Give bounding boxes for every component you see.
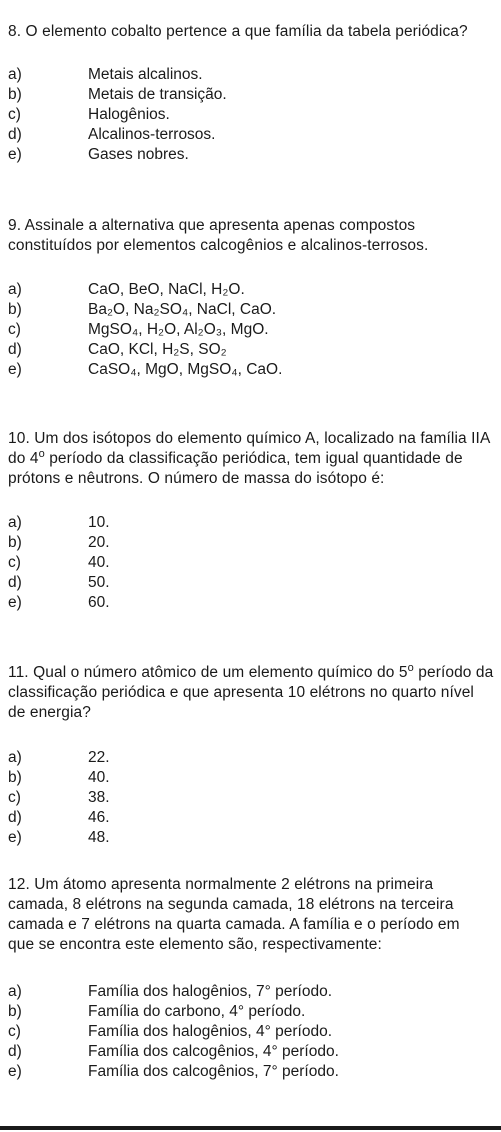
option-text: Ba₂O, Na₂SO₄, NaCl, CaO. xyxy=(88,301,277,318)
question-11 xyxy=(8,663,494,848)
option-letter: e) xyxy=(8,594,22,611)
option-letter: b) xyxy=(8,301,22,318)
option-text: Metais de transição. xyxy=(88,86,227,103)
question-9-options xyxy=(8,280,494,380)
option-text: 38. xyxy=(88,789,110,806)
question-10-stem xyxy=(8,429,494,489)
option-letter: c) xyxy=(8,554,21,571)
option-d[interactable] xyxy=(8,808,494,828)
option-text: CaSO₄, MgO, MgSO₄, CaO. xyxy=(88,361,283,378)
option-text: Alcalinos-terrosos. xyxy=(88,126,216,143)
option-b[interactable] xyxy=(8,300,494,320)
option-text: 40. xyxy=(88,554,110,571)
bottom-divider xyxy=(0,1126,501,1130)
option-letter: b) xyxy=(8,1003,22,1020)
option-e[interactable] xyxy=(8,828,494,848)
option-letter: c) xyxy=(8,1023,21,1040)
question-11-options xyxy=(8,748,494,848)
stem-text: 11. Qual o número atômico de um elemento químico do 5 xyxy=(8,664,408,681)
question-8-stem: 8. O elemento cobalto pertence a que família da tabela periódica? xyxy=(8,23,468,40)
question-8-options xyxy=(8,65,494,165)
option-text: MgSO₄, H₂O, Al₂O₃, MgO. xyxy=(88,321,269,338)
option-text: Metais alcalinos. xyxy=(88,66,203,83)
option-text: 48. xyxy=(88,829,110,846)
option-text: CaO, KCl, H₂S, SO₂ xyxy=(88,341,227,358)
question-8 xyxy=(8,22,494,165)
option-text: 50. xyxy=(88,574,110,591)
option-d[interactable] xyxy=(8,1042,494,1062)
option-letter: e) xyxy=(8,829,22,846)
option-e[interactable] xyxy=(8,360,494,380)
option-text: CaO, BeO, NaCl, H₂O. xyxy=(88,281,245,298)
option-letter: d) xyxy=(8,126,22,143)
option-text: Família do carbono, 4° período. xyxy=(88,1003,306,1020)
option-letter: d) xyxy=(8,809,22,826)
option-text: 22. xyxy=(88,749,110,766)
option-d[interactable] xyxy=(8,125,494,145)
ordinal-superscript: o xyxy=(38,447,45,460)
option-text: Família dos halogênios, 7° período. xyxy=(88,983,333,1000)
option-letter: a) xyxy=(8,749,22,766)
question-12-stem: 12. Um átomo apresenta normalmente 2 elétrons na primeira camada, 8 elétrons na segunda camada, 18 elétrons na terceira camada e 7 elétrons na quarta camada. A família e o período em que se encontra este elemento são, respectivamente: xyxy=(8,876,460,953)
option-letter: e) xyxy=(8,1063,22,1080)
option-text: Família dos calcogênios, 4° período. xyxy=(88,1043,339,1060)
question-10 xyxy=(8,429,494,613)
question-9-stem: 9. Assinale a alternativa que apresenta apenas compostos constituídos por elementos calcogênios e alcalinos-terrosos. xyxy=(8,217,429,254)
option-text: 10. xyxy=(88,514,110,531)
option-letter: a) xyxy=(8,514,22,531)
option-letter: d) xyxy=(8,574,22,591)
option-e[interactable] xyxy=(8,1062,494,1082)
option-text: 60. xyxy=(88,594,110,611)
option-letter: e) xyxy=(8,146,22,163)
option-c[interactable] xyxy=(8,788,494,808)
option-c[interactable] xyxy=(8,105,494,125)
option-text: Gases nobres. xyxy=(88,146,189,163)
option-b[interactable] xyxy=(8,1002,494,1022)
option-letter: d) xyxy=(8,341,22,358)
option-letter: a) xyxy=(8,983,22,1000)
option-letter: b) xyxy=(8,534,22,551)
option-letter: c) xyxy=(8,321,21,338)
option-letter: e) xyxy=(8,361,22,378)
option-a[interactable] xyxy=(8,982,494,1002)
option-a[interactable] xyxy=(8,65,494,85)
option-letter: b) xyxy=(8,86,22,103)
option-text: Família dos halogênios, 4° período. xyxy=(88,1023,333,1040)
option-c[interactable] xyxy=(8,553,494,573)
option-letter: a) xyxy=(8,281,22,298)
option-letter: c) xyxy=(8,106,21,123)
option-text: Halogênios. xyxy=(88,106,170,123)
question-12-options xyxy=(8,982,494,1082)
option-letter: d) xyxy=(8,1043,22,1060)
ordinal-superscript: o xyxy=(407,661,414,674)
option-letter: a) xyxy=(8,66,22,83)
option-text: Família dos calcogênios, 7° período. xyxy=(88,1063,339,1080)
question-10-options xyxy=(8,513,494,613)
option-text: 40. xyxy=(88,769,110,786)
option-d[interactable] xyxy=(8,573,494,593)
option-b[interactable] xyxy=(8,768,494,788)
option-b[interactable] xyxy=(8,85,494,105)
option-letter: b) xyxy=(8,769,22,786)
option-e[interactable] xyxy=(8,593,494,613)
question-11-stem xyxy=(8,663,494,723)
option-b[interactable] xyxy=(8,533,494,553)
question-9 xyxy=(8,216,494,380)
option-a[interactable] xyxy=(8,280,494,300)
stem-text: período da classificação periódica e que apresenta 10 elétrons no quarto nível de energia? xyxy=(8,664,494,721)
option-letter: c) xyxy=(8,789,21,806)
option-d[interactable] xyxy=(8,340,494,360)
option-a[interactable] xyxy=(8,513,494,533)
option-text: 46. xyxy=(88,809,110,826)
question-12 xyxy=(8,875,494,1082)
stem-text: 10. Um dos isótopos do elemento químico A, localizado na família IIA do 4 xyxy=(8,430,490,467)
option-c[interactable] xyxy=(8,320,494,340)
stem-text: período da classificação periódica, tem igual quantidade de prótons e nêutrons. O número de massa do isótopo é: xyxy=(8,450,463,487)
option-e[interactable] xyxy=(8,145,494,165)
option-text: 20. xyxy=(88,534,110,551)
option-a[interactable] xyxy=(8,748,494,768)
option-c[interactable] xyxy=(8,1022,494,1042)
